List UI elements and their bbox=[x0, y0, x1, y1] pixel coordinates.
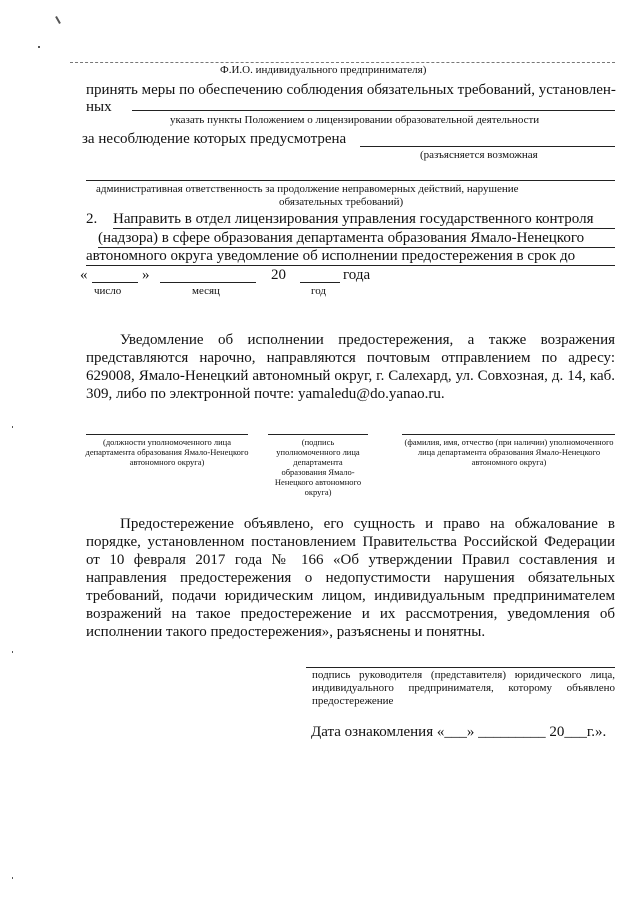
date-day-line bbox=[92, 282, 138, 283]
responsibility-fill-line bbox=[360, 146, 615, 147]
notice-paragraph: Уведомление об исполнении предостережения, а также возражения представляются нарочно, направляются почтовым отправлением по адресу: 629008, Ямало-Ненецкий автономный округ, г. Салехард, ул. Совхозная, д. 14, каб. 309, либо по электронной почте: yamaledu@do.yanao.ru. bbox=[86, 332, 615, 402]
date-year-prefix: 20 bbox=[271, 267, 286, 283]
date-year-caption: год bbox=[311, 285, 327, 297]
scan-speck bbox=[12, 426, 13, 428]
admin-fill-line bbox=[86, 180, 615, 181]
name-sign-line bbox=[402, 434, 615, 435]
admin-caption-2: обязательных требований) bbox=[279, 196, 404, 208]
head-sign-caption: подпись руководителя (представителя) юридического лица, индивидуального предпринимателя, которому объявлено предостережение bbox=[312, 669, 615, 707]
position-sign-line bbox=[86, 434, 248, 435]
header-line-3: за несоблюдение которых предусмотрена bbox=[82, 131, 347, 147]
signature-sign-line bbox=[268, 434, 368, 435]
date-month-caption: месяц bbox=[192, 285, 220, 297]
fio-caption: Ф.И.О. индивидуального предпринимателя) bbox=[220, 64, 427, 76]
date-close-quote: » bbox=[142, 267, 150, 283]
points-caption: указать пункты Положением о лицензировании образовательной деятельности bbox=[170, 114, 540, 126]
date-month-line bbox=[160, 282, 256, 283]
item2-line-2: (надзора) в сфере образования департамента образования Ямало-Ненецкого bbox=[98, 230, 585, 246]
scan-speck bbox=[38, 46, 40, 48]
declaration-paragraph: Предостережение объявлено, его сущность и право на обжалование в порядке, установленном постановлением Правительства Российской Федерации от 10 февраля 2017 года № 166 «Об утверждении Правил составления и направления предостережения о недопустимости нарушения обязательных требований, подачи юридическим лицом, индивидуальным предпринимателем возражений на такое предостережение и их рассмотрения, уведомления об исполнении такого предостережения», разъяснены и понятны. bbox=[86, 516, 615, 640]
explain-caption: (разъясняется возможная bbox=[420, 149, 538, 161]
admin-caption-1: административная ответственность за продолжение неправомерных действий, нарушение bbox=[96, 183, 519, 195]
header-line-1: принять меры по обеспечению соблюдения обязательных требований, установлен- bbox=[86, 82, 616, 98]
acquaintance-date: Дата ознакомления «___» _________ 20___г.». bbox=[311, 724, 607, 740]
item2-line-3: автономного округа уведомление об исполнении предостережения в срок до bbox=[86, 248, 576, 264]
date-day-caption: число bbox=[94, 285, 122, 297]
fio-line bbox=[70, 62, 615, 63]
item2-number: 2. bbox=[86, 211, 98, 227]
requirements-fill-line bbox=[132, 110, 615, 111]
date-year-line bbox=[300, 282, 340, 283]
item2-line-1: Направить в отдел лицензирования управления государственного контроля bbox=[113, 211, 594, 227]
date-year-word: года bbox=[343, 267, 371, 283]
scan-speck bbox=[55, 16, 61, 24]
head-sign-line bbox=[306, 667, 615, 668]
header-line-2-start: ных bbox=[86, 99, 112, 115]
date-open-quote: « bbox=[80, 267, 88, 283]
name-caption: (фамилия, имя, отчество (при наличии) уполномоченного лица департамента образования Ямало-Ненецкого автономного округа) bbox=[404, 437, 614, 467]
scan-speck bbox=[12, 651, 13, 653]
position-caption: (должности уполномоченного лица департамента образования Ямало-Ненецкого автономного округа) bbox=[85, 437, 249, 467]
scan-speck bbox=[12, 877, 13, 879]
signature-caption: (подпись уполномоченного лица департамента образования Ямало-Ненецкого автономного округа) bbox=[274, 437, 362, 497]
